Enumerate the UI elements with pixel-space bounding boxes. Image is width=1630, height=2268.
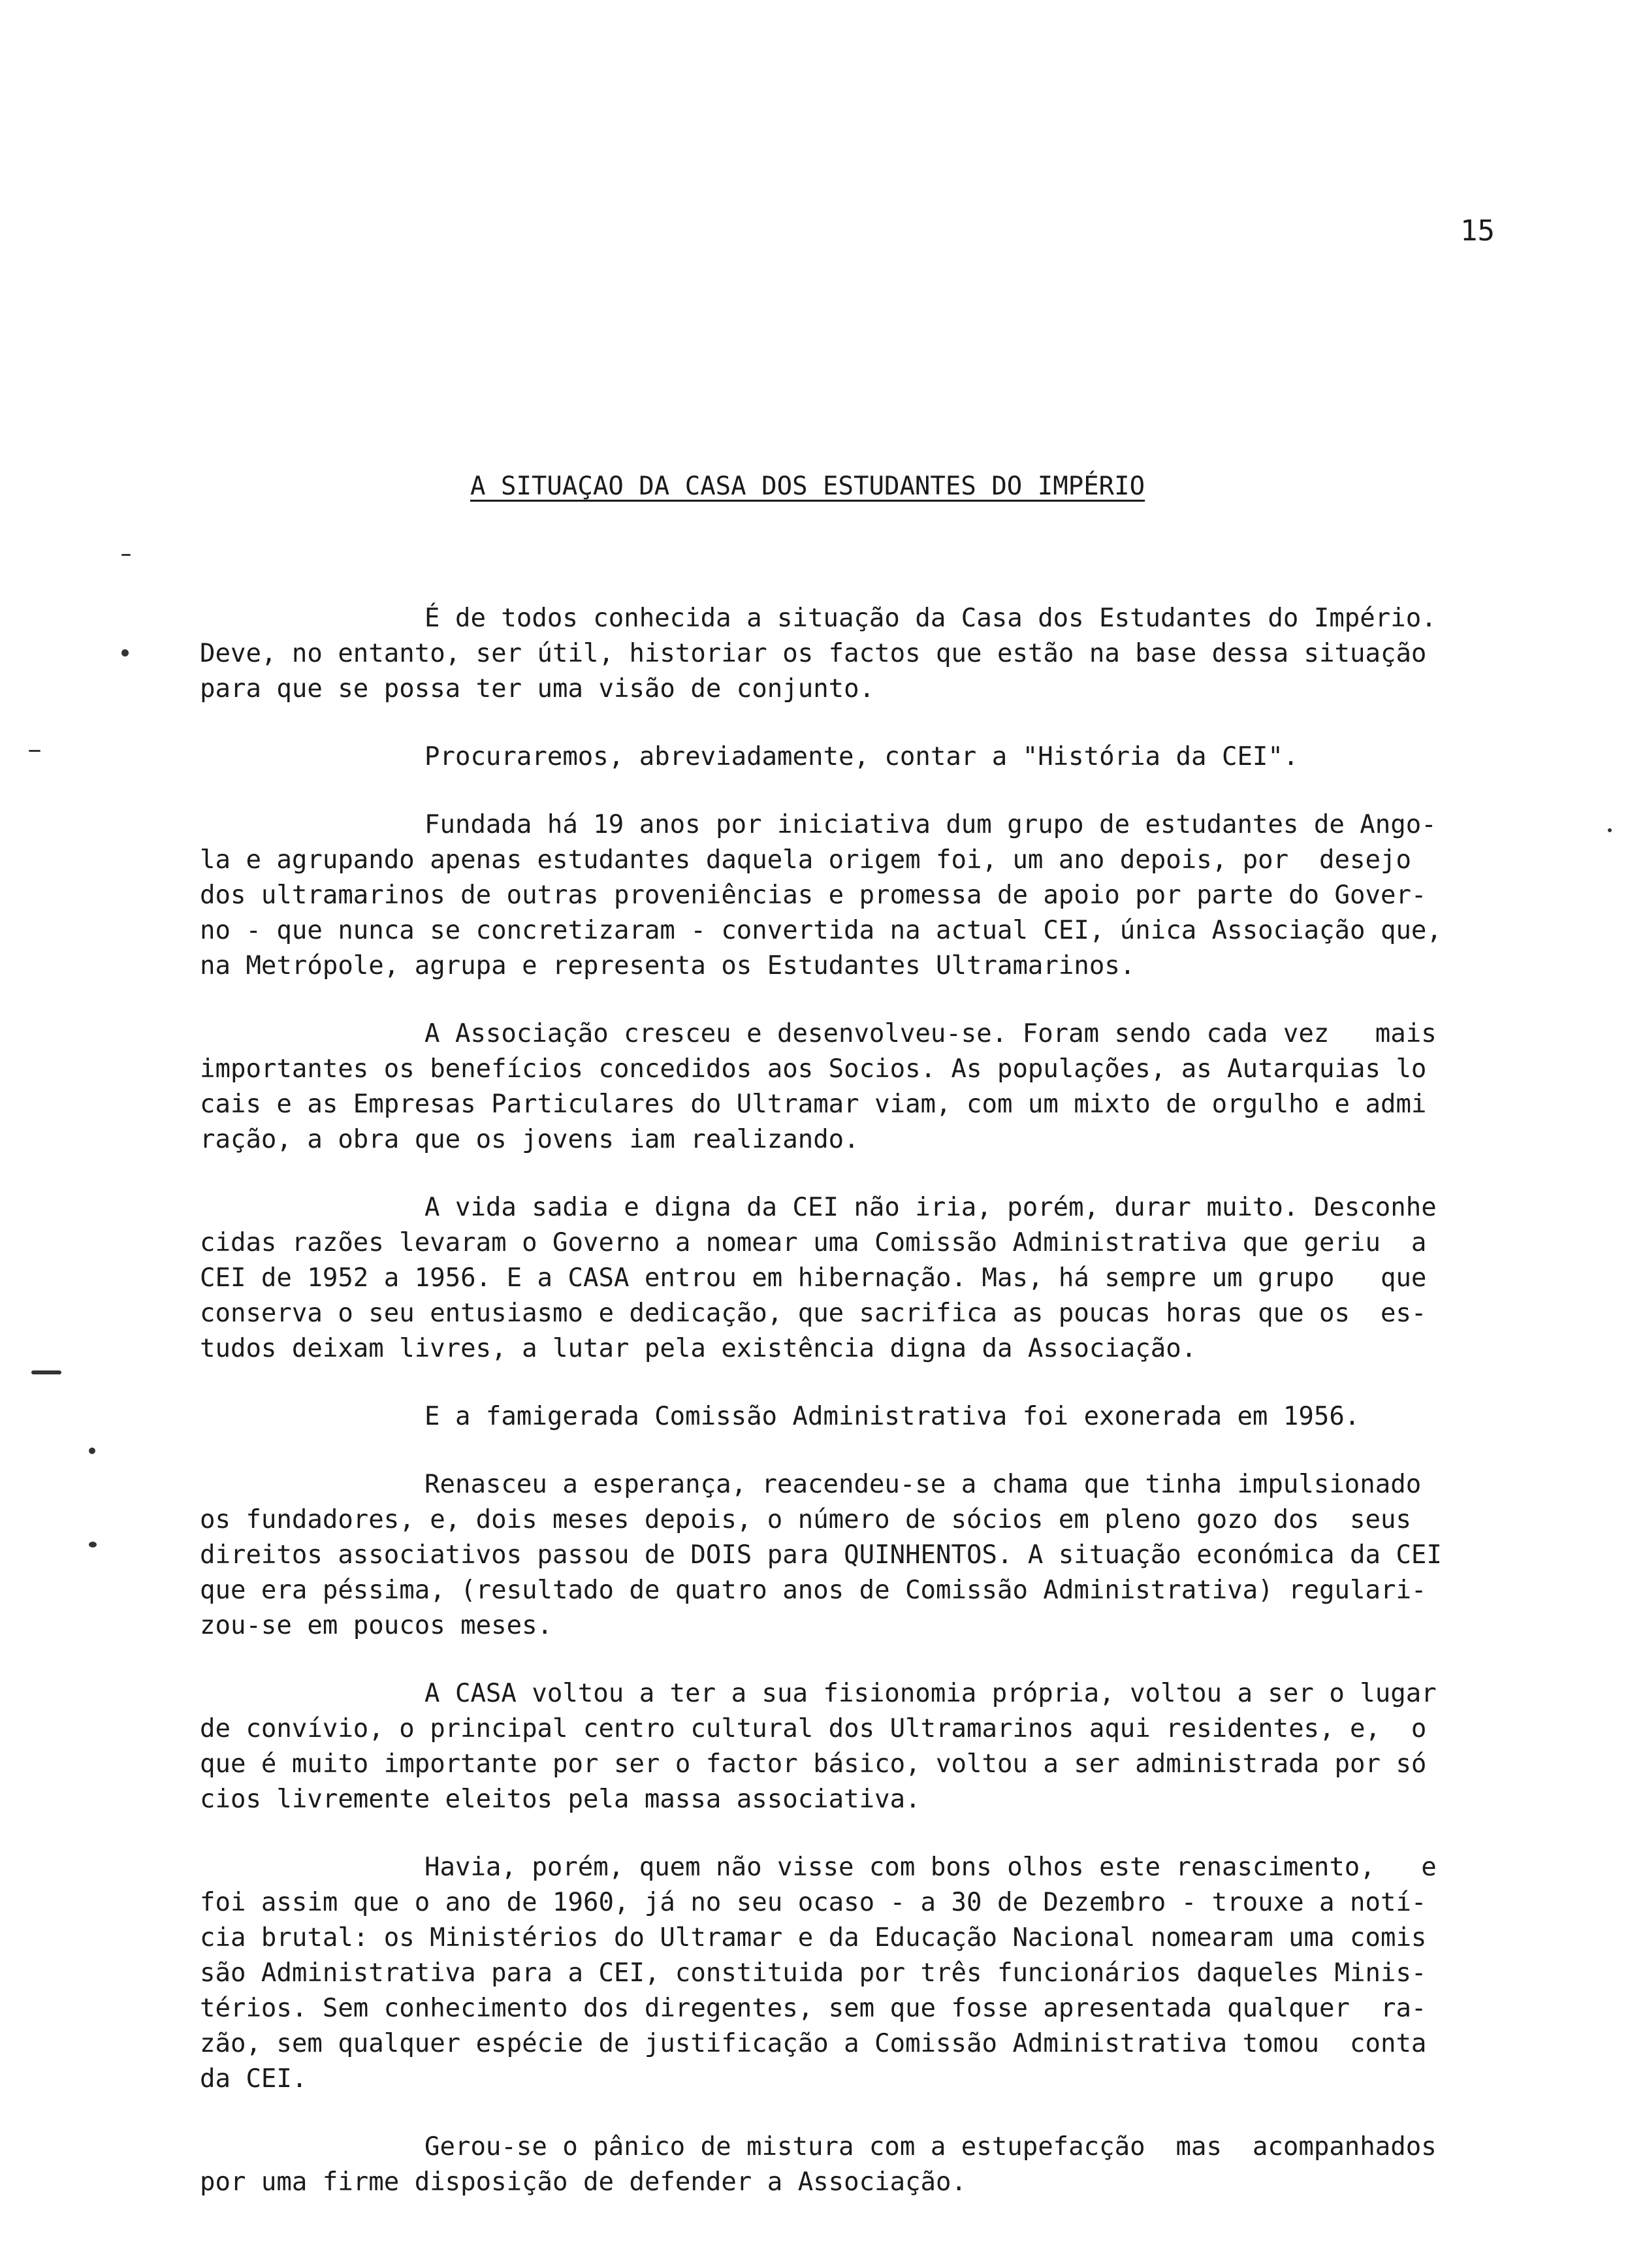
- text-line: por uma firme disposição de defender a Associação.: [200, 2167, 967, 2197]
- text-line: direitos associativos passou de DOIS para QUINHENTOS. A situação económica da CEI: [200, 1540, 1442, 1570]
- scan-speck: [29, 750, 40, 752]
- text-line: no - que nunca se concretizaram - convertida na actual CEI, única Associação que,: [200, 916, 1442, 945]
- paragraph-5: [200, 1190, 1499, 1367]
- document-body: [200, 601, 1499, 2200]
- scan-speck: [89, 1448, 95, 1454]
- text-line: zou-se em poucos meses.: [200, 1611, 553, 1640]
- text-line: térios. Sem conhecimento dos diregentes, sem que fosse apresentada qualquer ra-: [200, 1994, 1427, 2023]
- text-line: Gerou-se o pânico de mistura com a estupefacção mas acompanhados: [424, 2132, 1437, 2162]
- text-line: E a famigerada Comissão Administrativa foi exonerada em 1956.: [424, 1402, 1360, 1431]
- text-line: os fundadores, e, dois meses depois, o número de sócios em pleno gozo dos seus: [200, 1505, 1411, 1534]
- paragraph-4: [200, 1016, 1499, 1158]
- text-line: Havia, porém, quem não visse com bons olhos este renascimento, e: [424, 1853, 1437, 1882]
- text-line: que é muito importante por ser o factor básico, voltou a ser administrada por só: [200, 1749, 1427, 1779]
- text-line: conserva o seu entusiasmo e dedicação, que sacrifica as poucas horas que os es-: [200, 1299, 1427, 1328]
- text-line: la e agrupando apenas estudantes daquela origem foi, um ano depois, por desejo: [200, 845, 1411, 875]
- paragraph-1: [200, 601, 1499, 707]
- text-line: Procuraremos, abreviadamente, contar a "História da CEI".: [424, 742, 1299, 771]
- text-line: de convívio, o principal centro cultural dos Ultramarinos aqui residentes, e, o: [200, 1714, 1427, 1743]
- text-line: Fundada há 19 anos por iniciativa dum grupo de estudantes de Ango-: [424, 810, 1437, 839]
- document-title: A SITUAÇAO DA CASA DOS ESTUDANTES DO IMPÉRIO: [470, 472, 1145, 501]
- text-line: A Associação cresceu e desenvolveu-se. Foram sendo cada vez mais: [424, 1019, 1437, 1048]
- text-line: para que se possa ter uma visão de conjunto.: [200, 674, 875, 704]
- text-line: Renasceu a esperança, reacendeu-se a chama que tinha impulsionado: [424, 1470, 1422, 1499]
- paragraph-10: [200, 2130, 1499, 2200]
- paragraph-9: [200, 1850, 1499, 2097]
- text-line: cios livremente eleitos pela massa associativa.: [200, 1785, 921, 1814]
- scan-speck: [89, 1542, 97, 1547]
- text-line: A CASA voltou a ter a sua fisionomia própria, voltou a ser o lugar: [424, 1679, 1437, 1708]
- text-line: que era péssima, (resultado de quatro anos de Comissão Administrativa) regulari-: [200, 1576, 1427, 1605]
- paragraph-3: [200, 807, 1499, 984]
- text-line: CEI de 1952 a 1956. E a CASA entrou em hibernação. Mas, há sempre um grupo que: [200, 1263, 1427, 1293]
- text-line: ração, a obra que os jovens iam realizando.: [200, 1125, 859, 1154]
- text-line: da CEI.: [200, 2064, 308, 2094]
- page-number: 15: [1460, 214, 1495, 248]
- text-line: cia brutal: os Ministérios do Ultramar e da Educação Nacional nomearam uma comis: [200, 1923, 1427, 1952]
- text-line: foi assim que o ano de 1960, já no seu ocaso - a 30 de Dezembro - trouxe a notí-: [200, 1888, 1427, 1917]
- text-line: cais e as Empresas Particulares do Ultramar viam, com um mixto de orgulho e admi: [200, 1090, 1427, 1119]
- scan-speck: [31, 1370, 61, 1374]
- scan-speck: [121, 554, 131, 556]
- text-line: dos ultramarinos de outras proveniências e promessa de apoio por parte do Gover-: [200, 881, 1427, 910]
- text-line: cidas razões levaram o Governo a nomear uma Comissão Administrativa que geriu a: [200, 1228, 1427, 1257]
- scan-speck: [121, 649, 129, 656]
- text-line: zão, sem qualquer espécie de justificação a Comissão Administrativa tomou conta: [200, 2029, 1427, 2058]
- text-line: na Metrópole, agrupa e representa os Estudantes Ultramarinos.: [200, 951, 1136, 980]
- scan-speck: [1608, 828, 1612, 832]
- text-line: Deve, no entanto, ser útil, historiar os factos que estão na base dessa situação: [200, 639, 1427, 668]
- paragraph-6: [200, 1399, 1499, 1434]
- paragraph-2: [200, 739, 1499, 775]
- text-line: tudos deixam livres, a lutar pela existência digna da Associação.: [200, 1334, 1197, 1363]
- text-line: É de todos conhecida a situação da Casa dos Estudantes do Império.: [424, 604, 1437, 633]
- text-line: A vida sadia e digna da CEI não iria, porém, durar muito. Desconhe: [424, 1193, 1437, 1222]
- text-line: importantes os benefícios concedidos aos Socios. As populações, as Autarquias lo: [200, 1054, 1427, 1084]
- paragraph-8: [200, 1676, 1499, 1817]
- text-line: são Administrativa para a CEI, constituida por três funcionários daqueles Minis-: [200, 1958, 1427, 1988]
- paragraph-7: [200, 1467, 1499, 1644]
